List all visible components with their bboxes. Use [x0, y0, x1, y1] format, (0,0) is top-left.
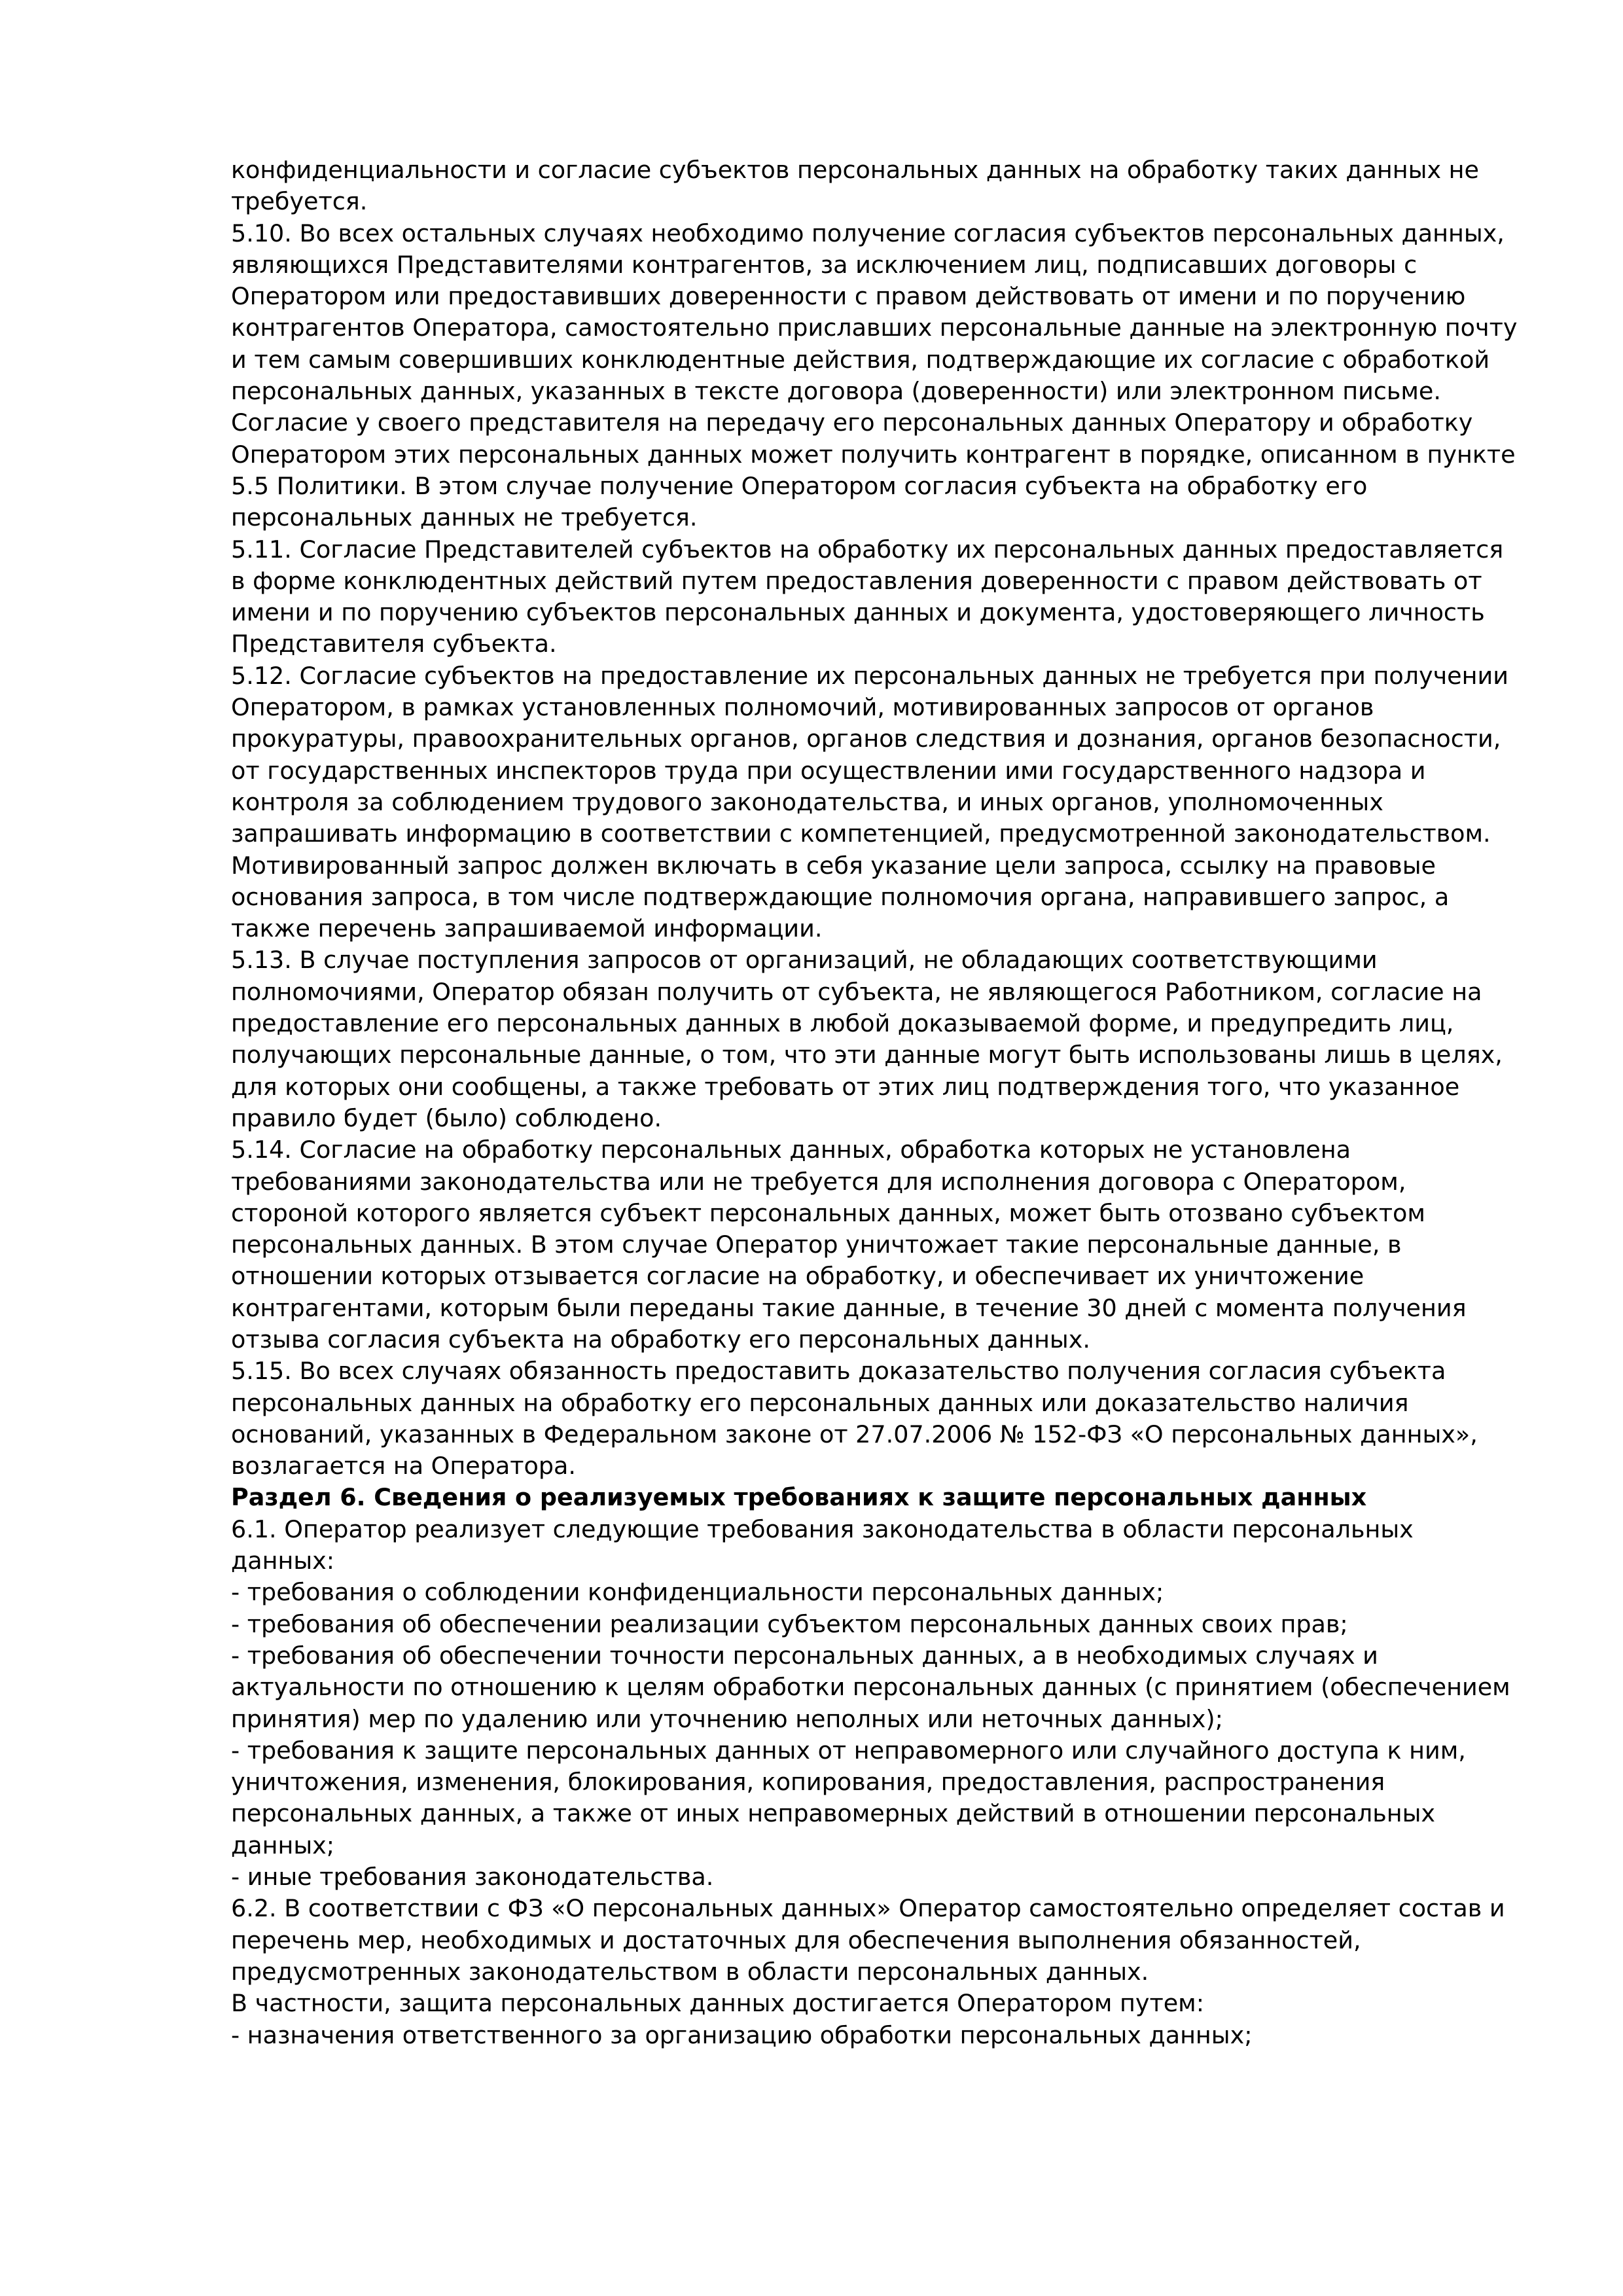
- paragraph-5-12: 5.12. Согласие субъектов на предоставление их персональных данных не требуется при получении Оператором, в рамках установленных полномочий, мотивированных запросов от органов прокуратуры, правоохранительных органов, органов следствия и дознания, органов безопасности, от государственных инспекторов труда при осуществлении ими государственного надзора и контроля за соблюдением трудового законодательства, и иных органов, уполномоченных запрашивать информацию в соответствии с компетенцией, предусмотренной законодательством. Мотивированный запрос должен включать в себя указание цели запроса, ссылку на правовые основания запроса, в том числе подтверждающие полномочия органа, направившего запрос, а также перечень запрашиваемой информации.: [231, 661, 1508, 943]
- paragraph-5-11: 5.11. Согласие Представителей субъектов на обработку их персональных данных предоставляется в форме конклюдентных действий путем предоставления доверенности с правом действовать от имени и по поручению субъектов персональных данных и документа, удостоверяющего личность Представителя субъекта.: [231, 535, 1504, 658]
- list-item-other-requirements: - иные требования законодательства.: [231, 1863, 714, 1892]
- paragraph-5-10: 5.10. Во всех остальных случаях необходимо получение согласия субъектов персональных данных, являющихся Представителями контрагентов, за исключением лиц, подписавших договоры с Оператором или предоставивших доверенности с правом действовать от имени и по поручению контрагентов Оператора, самостоятельно приславших персональные данные на электронную почту и тем самым совершивших конклюдентные действия, подтверждающие их согласие с обработкой персональных данных, указанных в тексте договора (доверенности) или электронном письме. Согласие у своего представителя на передачу его персональных данных Оператору и обработку Оператором этих персональных данных может получить контрагент в порядке, описанном в пункте 5.5 Политики. В этом случае получение Оператором согласия субъекта на обработку его персональных данных не требуется.: [231, 219, 1518, 532]
- list-item-data-protection: - требования к защите персональных данных от неправомерного или случайного доступа к ним, уничтожения, изменения, блокирования, копирования, предоставления, распространения персональных данных, а также от иных неправомерных действий в отношении персональных данных;: [231, 1736, 1466, 1859]
- paragraph-6-1: 6.1. Оператор реализует следующие требования законодательства в области персональных данных:: [231, 1515, 1414, 1575]
- list-item-data-accuracy: - требования об обеспечении точности персональных данных, а в необходимых случаях и актуальности по отношению к целям обработки персональных данных (с принятием (обеспечением принятия) мер по удалению или уточнению неполных или неточных данных);: [231, 1641, 1510, 1733]
- paragraph-5-13: 5.13. В случае поступления запросов от организаций, не обладающих соответствующими полномочиями, Оператор обязан получить от субъекта, не являющегося Работником, согласие на предоставление его персональных данных в любой доказываемой форме, и предупредить лиц, получающих персональные данные, о том, что эти данные могут быть использованы лишь в целях, для которых они сообщены, а также требовать от этих лиц подтверждения того, что указанное правило будет (было) соблюдено.: [231, 946, 1503, 1132]
- list-item-subject-rights: - требования об обеспечении реализации субъектом персональных данных своих прав;: [231, 1609, 1348, 1638]
- paragraph-continuation: конфиденциальности и согласие субъектов персональных данных на обработку таких данных не требуется.: [231, 156, 1480, 216]
- section-heading: Раздел 6. Сведения о реализуемых требованиях к защите персональных данных: [231, 1483, 1367, 1512]
- paragraph-6-2: 6.2. В соответствии с ФЗ «О персональных данных» Оператор самостоятельно определяет состав и перечень мер, необходимых и достаточных для обеспечения выполнения обязанностей, предусмотренных законодательством в области персональных данных.: [231, 1894, 1505, 1986]
- list-item-responsible-appointment: - назначения ответственного за организацию обработки персональных данных;: [231, 2020, 1253, 2049]
- paragraph-5-14: 5.14. Согласие на обработку персональных данных, обработка которых не установлена требованиями законодательства или не требуется для исполнения договора с Оператором, стороной которого является субъект персональных данных, может быть отозвано субъектом персональных данных. В этом случае Оператор уничтожает такие персональные данные, в отношении которых отзывается согласие на обработку, и обеспечивает их уничтожение контрагентами, которым были переданы такие данные, в течение 30 дней с момента получения отзыва согласия субъекта на обработку его персональных данных.: [231, 1136, 1467, 1354]
- paragraph-5-15: 5.15. Во всех случаях обязанность предоставить доказательство получения согласия субъекта персональных данных на обработку его персональных данных или доказательство наличия оснований, указанных в Федеральном законе от 27.07.2006 № 152-ФЗ «О персональных данных», возлагается на Оператора.: [231, 1357, 1478, 1480]
- paragraph-in-particular: В частности, защита персональных данных достигается Оператором путем:: [231, 1989, 1205, 2018]
- document-page: [231, 154, 1524, 2051]
- list-item-confidentiality: - требования о соблюдении конфиденциальности персональных данных;: [231, 1578, 1164, 1607]
